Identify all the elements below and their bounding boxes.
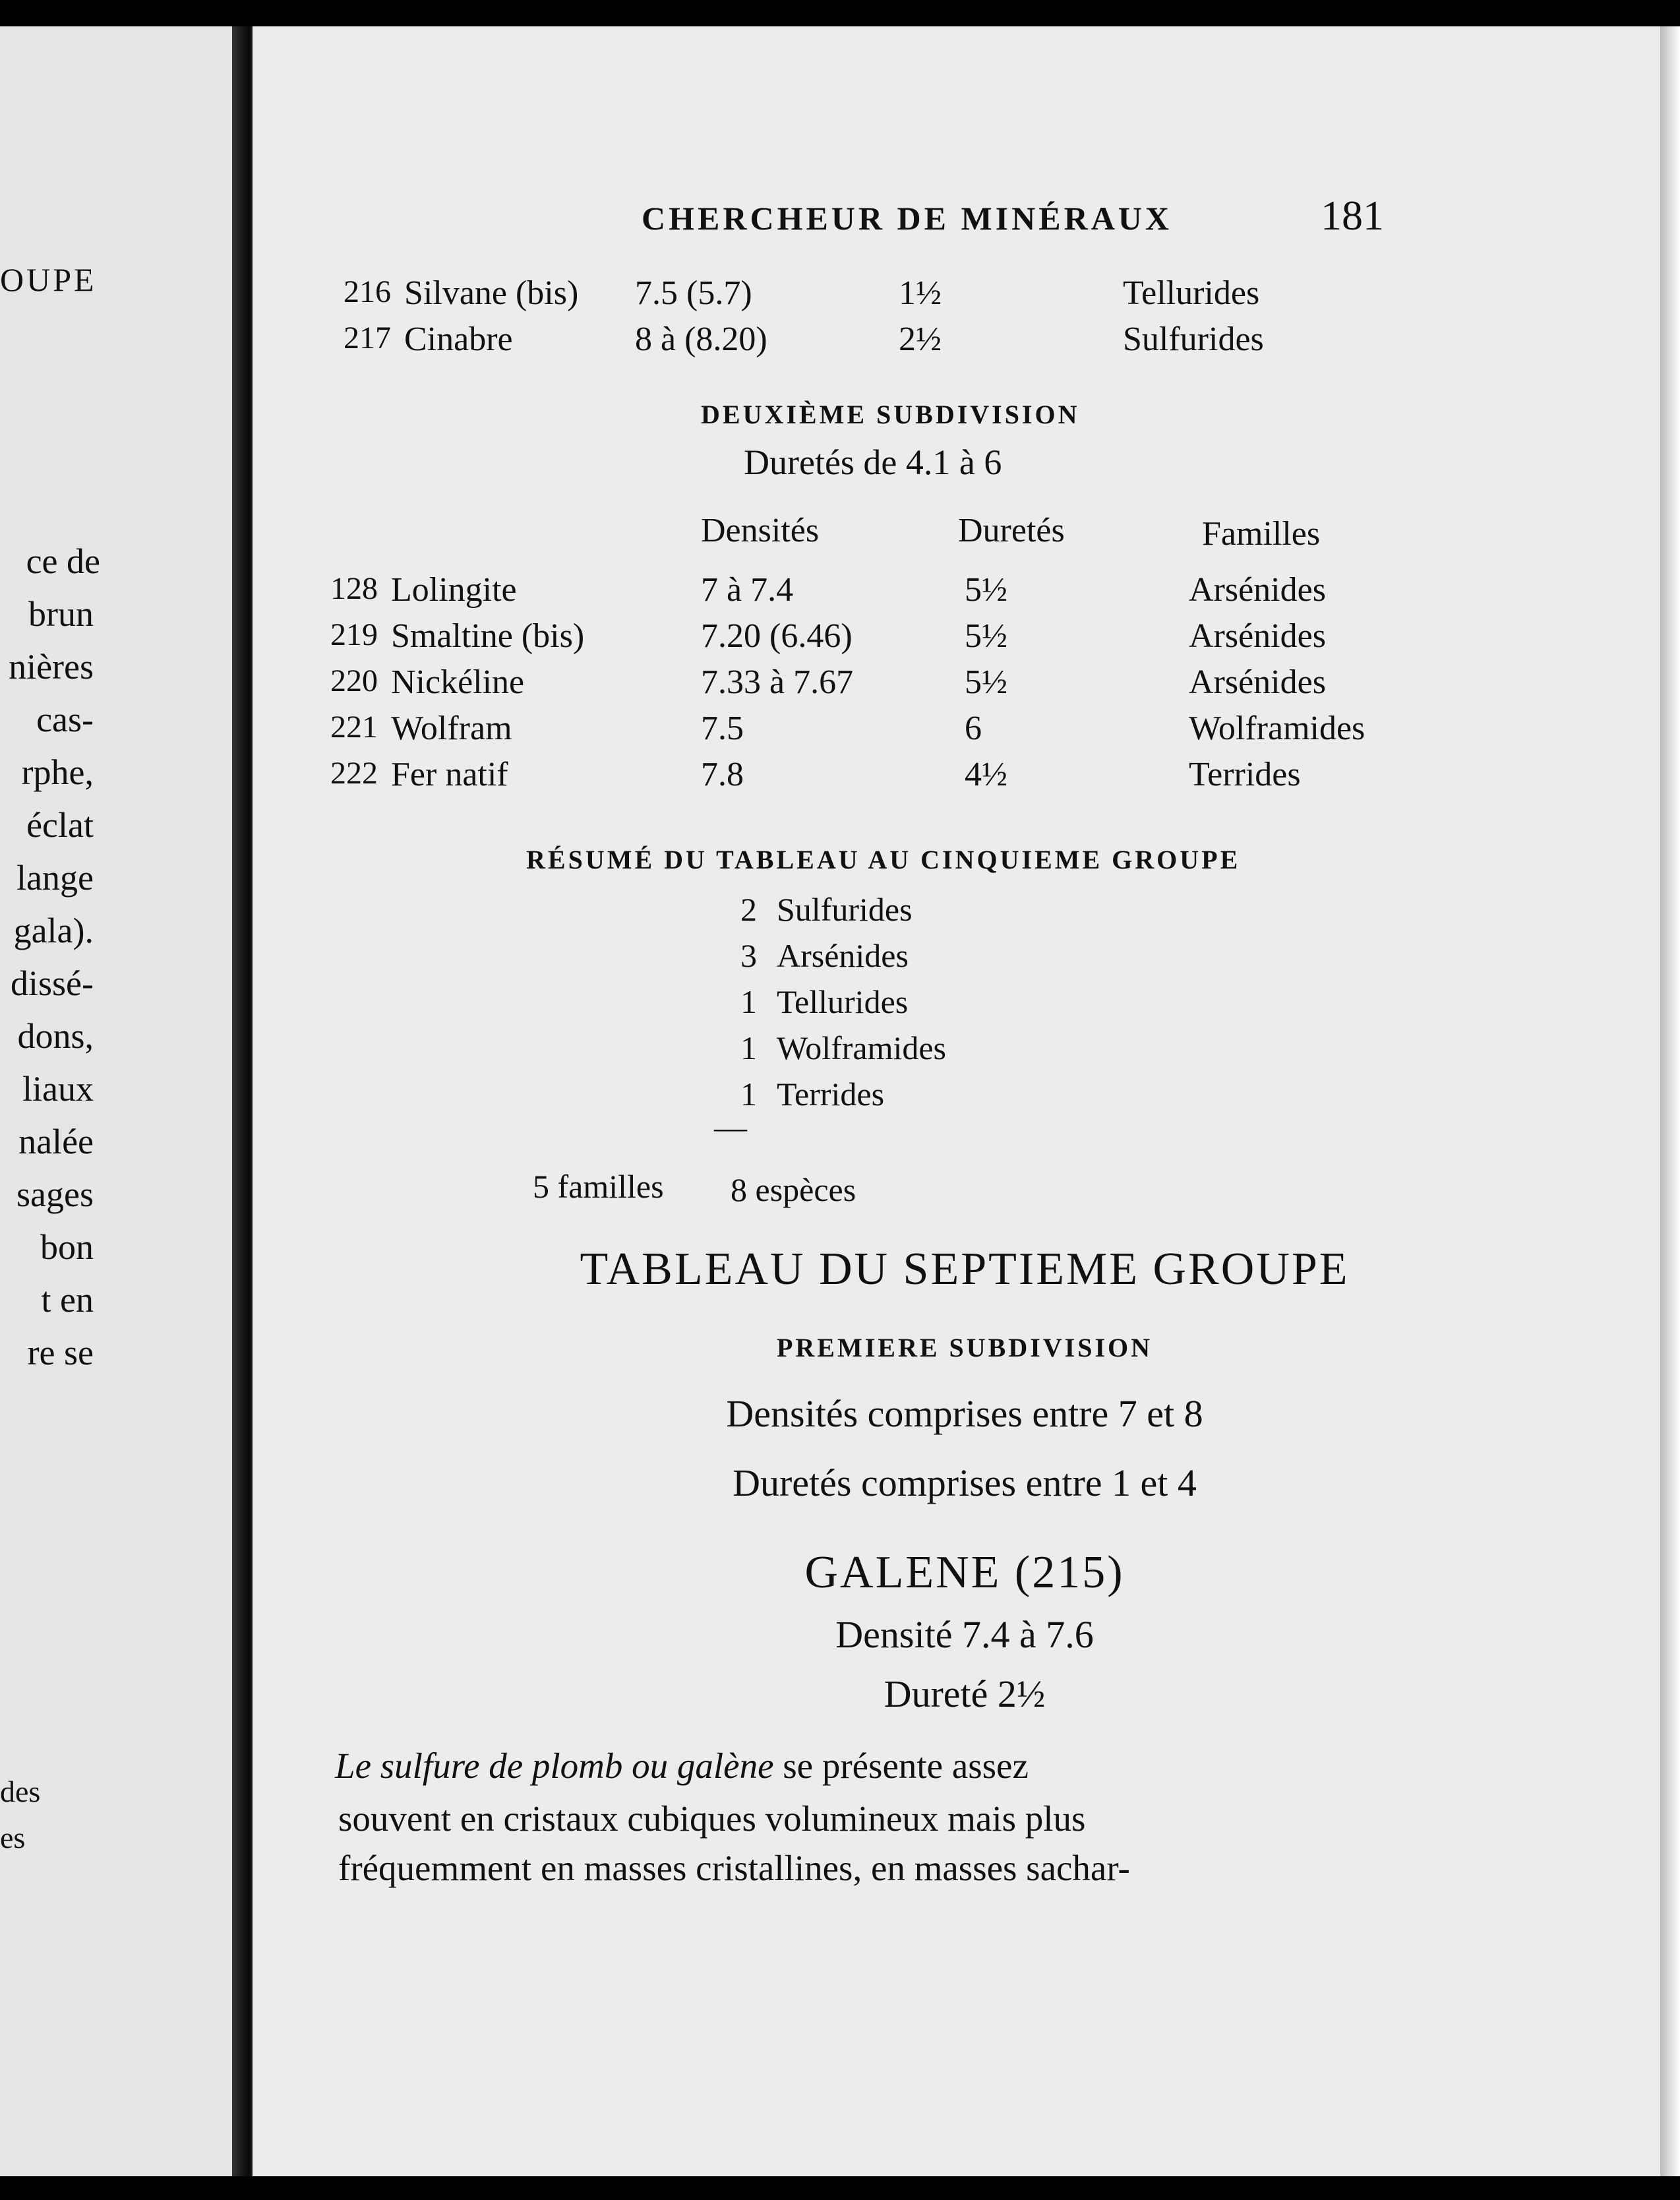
hardness-value: 5½ [965,617,1007,655]
left-page-fragment: re se [27,1333,94,1372]
summary-count: 2 [740,891,757,928]
species-name: Fer natif [391,756,508,793]
summary-family: Sulfurides [777,891,913,928]
density-value: 7.5 [701,710,744,747]
hardness-range: Duretés de 4.1 à 6 [744,443,1002,482]
table-row [318,755,1571,801]
running-head: CHERCHEUR DE MINÉRAUX [642,200,1173,237]
mineral-density: Densité 7.4 à 7.6 [835,1613,1094,1656]
hardness-value: 2½ [899,321,942,358]
table-row [332,274,1584,320]
family-value: Arsénides [1189,617,1326,655]
density-value: 7.20 (6.46) [701,617,853,655]
left-facing-page [0,26,232,2176]
table-row [332,320,1584,366]
density-value: 8 à (8.20) [635,321,767,358]
hardness-range: Duretés comprises entre 1 et 4 [733,1461,1197,1504]
section-title: TABLEAU DU SEPTIEME GROUPE [580,1244,1350,1295]
paragraph-line: souvent en cristaux cubiques volumineux mais plus [338,1798,1086,1839]
family-value: Wolframides [1189,710,1365,747]
species-name: Smaltine (bis) [391,617,585,655]
left-page-fragment: t en [41,1280,94,1320]
left-page-fragment: lange [16,858,94,898]
family-value: Arsénides [1189,571,1326,609]
species-name: Nickéline [391,663,525,701]
density-value: 7.8 [701,756,744,793]
left-page-fragment: bon [40,1227,94,1267]
summary-total-families: 5 familles [533,1168,664,1205]
left-page-fragment: gala). [13,911,94,950]
summary-heading: RÉSUMÉ DU TABLEAU AU CINQUIEME GROUPE [526,845,1241,874]
left-page-fragment: ce de [26,541,100,581]
species-number: 222 [330,756,378,791]
hardness-value: 5½ [965,571,1007,609]
column-header-family: Familles [1202,515,1321,553]
table-row [318,617,1571,663]
table-row [318,663,1571,709]
density-value: 7.33 à 7.67 [701,663,854,701]
subdivision-heading: PREMIERE SUBDIVISION [776,1333,1153,1362]
left-page-fragment: brun [28,594,94,634]
species-number: 217 [344,321,391,355]
species-number: 216 [344,274,391,309]
density-value: 7 à 7.4 [701,571,794,609]
mineral-title: GALENE (215) [804,1547,1125,1598]
hardness-value: 6 [965,710,982,747]
left-page-fragment: nalée [18,1122,94,1161]
left-page-fragment: éclat [26,805,94,845]
summary-count: 3 [740,937,757,974]
paragraph-line: fréquemment en masses cristallines, en masses sachar- [338,1848,1130,1888]
family-value: Arsénides [1189,663,1326,701]
left-page-fragment: dissé- [11,963,94,1003]
species-name: Cinabre [404,321,513,358]
book-page [251,26,1680,2176]
summary-family: Wolframides [777,1029,947,1066]
left-page-fragment: sages [16,1175,94,1214]
hardness-value: 4½ [965,756,1007,793]
species-number: 220 [330,663,378,698]
hardness-value: 5½ [965,663,1007,701]
hardness-value: 1½ [899,274,942,312]
left-page-fragment: OUPE [0,261,97,298]
species-number: 128 [330,571,378,606]
summary-count: 1 [740,1029,757,1066]
table-row [318,570,1571,617]
summary-total-species: 8 espèces [731,1171,856,1208]
summary-rule: — [714,1109,747,1146]
summary-count: 1 [740,983,757,1020]
species-name: Lolingite [391,571,517,609]
summary-family: Tellurides [777,983,909,1020]
column-header-density: Densités [701,512,820,549]
page-edge [1660,26,1680,2176]
left-page-fragment: es [0,1821,26,1854]
species-name: Wolfram [391,710,512,747]
italic-phrase: Le sulfure de plomb ou galène [335,1746,774,1786]
column-header-hardness: Duretés [958,512,1065,549]
family-value: Terrides [1189,756,1301,793]
family-value: Tellurides [1123,274,1260,312]
book-gutter [232,26,252,2176]
summary-family: Arsénides [777,937,909,974]
summary-count: 1 [740,1076,757,1113]
density-value: 7.5 (5.7) [635,274,752,312]
subdivision-heading: DEUXIÈME SUBDIVISION [701,400,1080,429]
page-number: 181 [1321,192,1384,239]
left-page-fragment: dons, [17,1016,94,1056]
left-page-fragment: des [0,1775,41,1808]
left-page-fragment: cas- [36,700,94,739]
left-page-fragment: rphe, [21,752,94,792]
species-number: 221 [330,710,378,745]
species-name: Silvane (bis) [404,274,579,312]
left-page-fragment: nières [9,647,94,687]
density-range: Densités comprises entre 7 et 8 [726,1392,1203,1435]
species-number: 219 [330,617,378,652]
summary-family: Terrides [777,1076,885,1113]
left-page-fragment: liaux [22,1069,94,1109]
paragraph-line [335,1741,1542,1791]
family-value: Sulfurides [1123,321,1264,358]
paragraph-text: se présente assez [773,1746,1029,1786]
mineral-hardness: Dureté 2½ [884,1672,1046,1715]
table-row [318,709,1571,755]
